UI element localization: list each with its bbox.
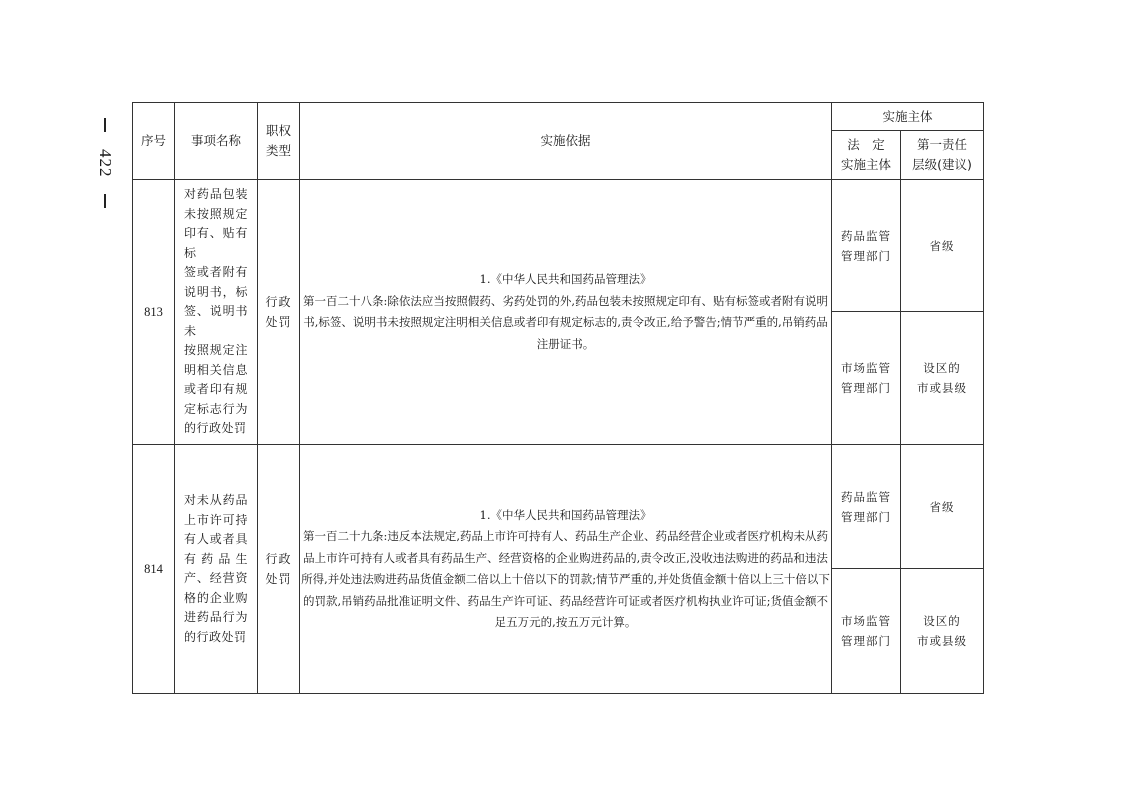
legal-subject-cell xyxy=(832,445,901,569)
header-subject: 实施主体 xyxy=(832,103,984,131)
item-name-line: 上市许可持 xyxy=(184,512,248,527)
item-name-line: 产、经营资 xyxy=(184,571,248,585)
row-seq: 814 xyxy=(133,445,175,694)
item-name-text xyxy=(184,491,248,647)
dept-line1: 市场监管 xyxy=(841,614,891,628)
responsibility-table xyxy=(132,102,984,694)
table-row xyxy=(133,445,984,569)
item-name-line: 进药品行为 xyxy=(184,610,248,624)
power-type-line1: 行政 xyxy=(265,552,292,566)
item-name-line: 印有、贴有标 xyxy=(184,226,248,260)
dept-line2: 管理部门 xyxy=(841,381,891,395)
power-type-line2: 处罚 xyxy=(265,572,292,586)
dept-line2: 管理部门 xyxy=(841,634,891,648)
responsibility-level-cell xyxy=(901,569,984,694)
table-row xyxy=(133,180,984,312)
level-line1: 设区的 xyxy=(923,614,961,628)
responsibility-level-cell xyxy=(901,312,984,445)
page-number-dash-top xyxy=(104,118,106,132)
level-line1: 设区的 xyxy=(923,361,961,375)
item-name-line: 对未从药品 xyxy=(184,493,248,507)
dept-line1: 药品监管 xyxy=(841,489,891,504)
legal-subject-cell xyxy=(832,569,901,694)
power-type-line1: 行政 xyxy=(265,295,292,309)
level-line2: 市或县级 xyxy=(917,634,967,648)
page-number-text: 422 xyxy=(96,148,115,178)
responsibility-level-cell xyxy=(901,180,984,312)
page-number-dash-bottom xyxy=(104,194,106,208)
item-name-line: 明相关信息 xyxy=(184,362,248,377)
header-level-line1: 第一责任 xyxy=(917,137,968,152)
dept-line2: 管理部门 xyxy=(841,248,891,263)
row-power-type xyxy=(258,445,300,694)
header-power-type-line2: 类型 xyxy=(265,143,291,158)
item-name-line: 未按照规定 xyxy=(184,206,248,221)
header-legal-subject xyxy=(832,131,901,180)
row-basis xyxy=(300,445,832,694)
item-name-line: 对药品包装 xyxy=(184,187,248,202)
page-number xyxy=(88,118,122,208)
basis-title: 1.《中华人民共和国药品管理法》 xyxy=(479,272,652,286)
item-name-line: 有药品生 xyxy=(184,551,248,566)
header-legal-subject-line2: 实施主体 xyxy=(840,157,891,172)
level-line2: 市或县级 xyxy=(917,381,967,395)
row-seq: 813 xyxy=(133,180,175,445)
header-legal-subject-line1: 法 定 xyxy=(847,137,885,152)
basis-body: 第一百二十九条:违反本法规定,药品上市许可持有人、药品生产企业、药品经营企业或者医疗机构未从药品上市许可持有人或者具有药品生产、经营资格的企业购进药品的,责令改正,没收违法购进的药品和违法所得,并处违法购进药品货值金额二倍以上十倍以下的罚款;情节严重的,并处货值金额十倍以上三十倍以下的罚款,吊销药品批准证明文件、药品生产许可证、药品经营许可证或者医疗机构执业许可证;货值金额不足五万元的,按五万元计算。 xyxy=(301,529,830,629)
header-responsibility-level xyxy=(901,131,984,180)
item-name-line: 签、说明书未 xyxy=(184,304,248,338)
level-line1: 省级 xyxy=(929,499,955,514)
row-basis xyxy=(300,180,832,445)
item-name-line: 有人或者具 xyxy=(184,532,248,546)
header-power-type-line1: 职权 xyxy=(265,123,291,138)
basis-body: 第一百二十八条:除依法应当按照假药、劣药处罚的外,药品包装未按照规定印有、贴有标签或者附有说明书,标签、说明书未按照规定注明相关信息或者印有规定标志的,责令改正,给予警告;情节严重的,吊销药品注册证书。 xyxy=(302,293,829,351)
item-name-line: 说明书，标 xyxy=(184,284,248,299)
item-name-line: 格的企业购 xyxy=(184,590,248,605)
header-seq: 序号 xyxy=(133,103,175,180)
row-item-name xyxy=(175,180,258,445)
item-name-line: 定标志行为 xyxy=(184,401,248,416)
item-name-line: 或者印有规 xyxy=(184,382,248,397)
legal-subject-cell xyxy=(832,180,901,312)
dept-line2: 管理部门 xyxy=(841,509,891,524)
header-item-name: 事项名称 xyxy=(175,103,258,180)
legal-subject-cell xyxy=(832,312,901,445)
dept-line1: 市场监管 xyxy=(841,361,891,375)
dept-line1: 药品监管 xyxy=(841,228,891,243)
header-basis: 实施依据 xyxy=(300,103,832,180)
item-name-line: 的行政处罚 xyxy=(184,421,247,436)
power-type-line2: 处罚 xyxy=(265,315,292,329)
basis-title: 1.《中华人民共和国药品管理法》 xyxy=(479,507,652,522)
item-name-line: 的行政处罚 xyxy=(184,629,247,644)
item-name-text xyxy=(184,185,248,439)
row-power-type xyxy=(258,180,300,445)
item-name-line: 签或者附有 xyxy=(184,265,248,280)
responsibility-level-cell xyxy=(901,445,984,569)
item-name-line: 按照规定注 xyxy=(184,343,248,358)
row-item-name xyxy=(175,445,258,694)
level-line1: 省级 xyxy=(929,238,955,253)
header-level-line2: 层级(建议) xyxy=(912,157,972,172)
header-power-type xyxy=(258,103,300,180)
